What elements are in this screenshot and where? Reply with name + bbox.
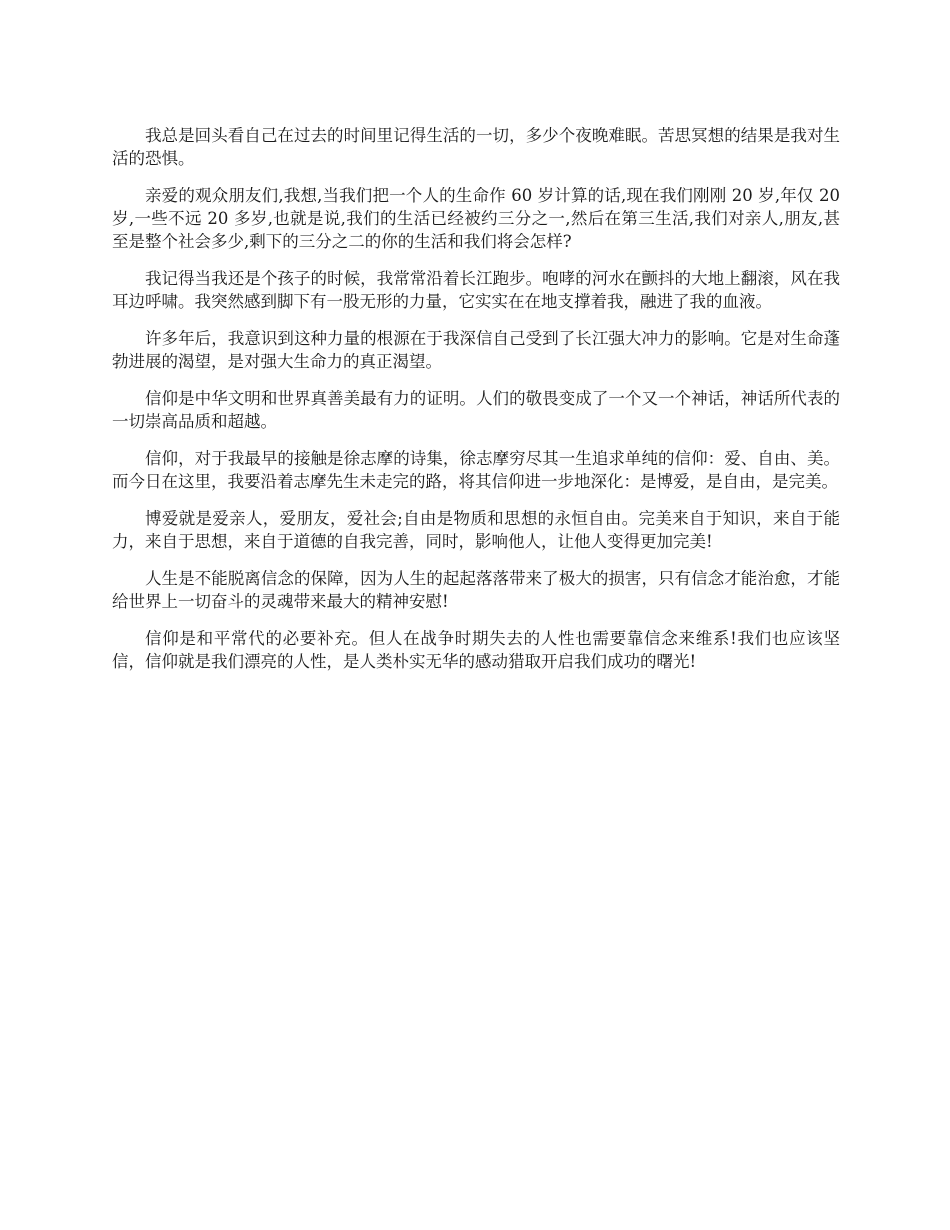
document-page — [112, 124, 840, 687]
paragraph-3: 我记得当我还是个孩子的时候，我常常沿着长江跑步。咆哮的河水在颤抖的大地上翻滚，风在我耳边呼啸。我突然感到脚下有一股无形的力量，它实实在在地支撑着我，融进了我的血液。 — [112, 269, 840, 311]
paragraph-8: 人生是不能脱离信念的保障，因为人生的起起落落带来了极大的损害，只有信念才能治愈，才能给世界上一切奋斗的灵魂带来最大的精神安慰! — [112, 569, 840, 611]
paragraph-2: 亲爱的观众朋友们,我想,当我们把一个人的生命作 60 岁计算的话,现在我们刚刚 20 岁,年仅 20 岁,一些不远 20 多岁,也就是说,我们的生活已经被约三分之一,然后在第三生活,我们对亲人,朋友,甚至是整个社会多少,剩下的三分之二的你的生活和我们将会怎样? — [112, 186, 840, 251]
paragraph-7: 博爱就是爱亲人，爱朋友，爱社会;自由是物质和思想的永恒自由。完美来自于知识，来自于能力，来自于思想，来自于道德的自我完善，同时，影响他人，让他人变得更加完美! — [112, 509, 840, 551]
paragraph-1: 我总是回头看自己在过去的时间里记得生活的一切，多少个夜晚难眠。苦思冥想的结果是我对生活的恐惧。 — [112, 126, 840, 168]
paragraph-6: 信仰，对于我最早的接触是徐志摩的诗集，徐志摩穷尽其一生追求单纯的信仰：爱、自由、美。而今日在这里，我要沿着志摩先生未走完的路，将其信仰进一步地深化：是博爱，是自由，是完美。 — [112, 449, 840, 491]
paragraph-9: 信仰是和平常代的必要补充。但人在战争时期失去的人性也需要靠信念来维系!我们也应该坚信，信仰就是我们漂亮的人性，是人类朴实无华的感动猎取开启我们成功的曙光! — [112, 629, 840, 671]
paragraph-5: 信仰是中华文明和世界真善美最有力的证明。人们的敬畏变成了一个又一个神话，神话所代表的一切崇高品质和超越。 — [112, 389, 840, 431]
paragraph-4: 许多年后，我意识到这种力量的根源在于我深信自己受到了长江强大冲力的影响。它是对生命蓬勃进展的渴望，是对强大生命力的真正渴望。 — [112, 329, 840, 371]
